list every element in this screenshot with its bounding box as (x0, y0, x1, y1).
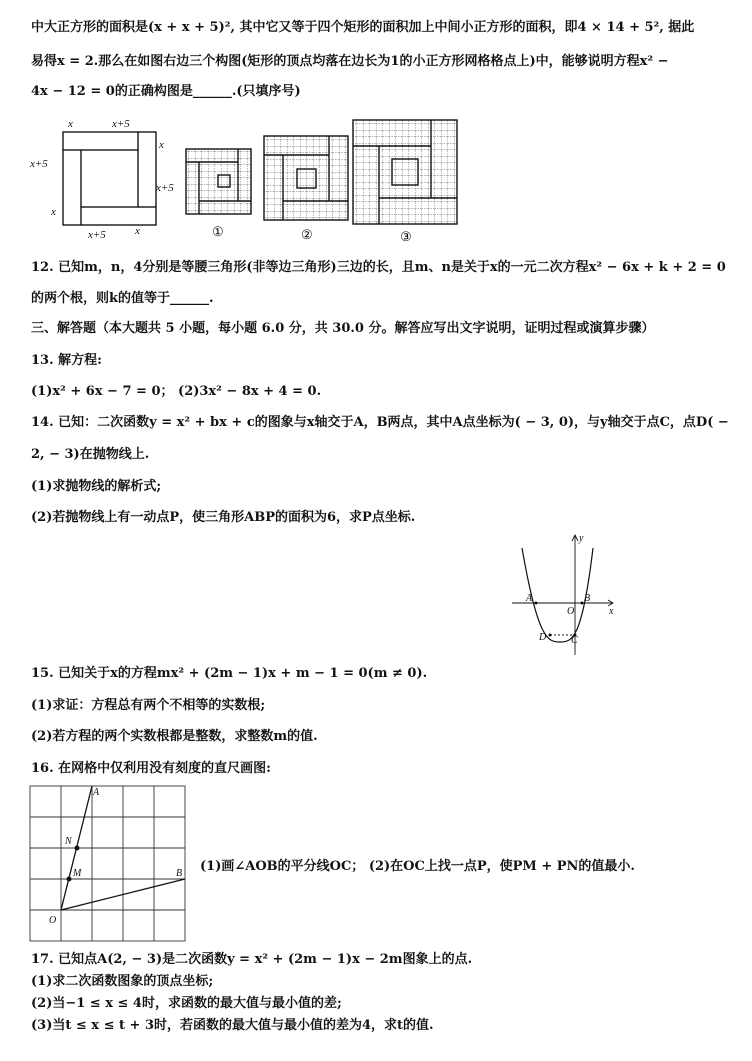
q14-line-1: 14. 已知：二次函数y = x² + bx + c的图象与x轴交于A，B两点，其中A点坐标为( − 3, 0)，与y轴交于点C，点D( − (31, 415, 729, 430)
intro-line-1: 中大正方形的面积是(x + x + 5)², 其中它又等于四个矩形的面积加上中间小正方形的面积，即4 × 14 + 5², 据此 (31, 20, 695, 35)
grid-figure-3 (350, 117, 460, 245)
label-top-x5: x+5 (112, 118, 130, 130)
parabola-C-label: C (571, 635, 578, 646)
parabola-y-label: y (579, 533, 584, 544)
q13-equations: (1)x² + 6x − 7 = 0； (2)3x² − 8x + 4 = 0. (31, 384, 322, 399)
q14-part-1: (1)求抛物线的解析式; (31, 479, 162, 494)
q16-A-label: A (93, 787, 100, 798)
q14-part-2: (2)若抛物线上有一动点P，使三角形ABP的面积为6，求P点坐标. (31, 510, 416, 525)
label-left-x: x (51, 206, 56, 218)
q17-part-3: (3)当t ≤ x ≤ t + 3时，若函数的最大值与最小值的差为4，求t的值. (31, 1018, 434, 1033)
q12-line-2: 的两个根，则k的值等于______. (31, 291, 214, 306)
q16-B-label: B (176, 868, 183, 879)
grid-figure-2 (261, 133, 353, 243)
grid-figure-1 (182, 145, 262, 243)
grid-label-1: ① (212, 224, 224, 239)
parabola-O-label: O (567, 606, 575, 617)
section-3-heading: 三、解答题（本大题共 5 小题，每小题 6.0 分，共 30.0 分。解答应写出文字说明，证明过程或演算步骤） (31, 321, 655, 336)
intro-line-3: 4x − 12 = 0的正确构图是______.(只填序号) (31, 84, 301, 99)
q12-line-1: 12. 已知m，n，4分别是等腰三角形(非等边三角形)三边的长，且m、n是关于x的一元二次方程x² − 6x + k + 2 = 0 (31, 260, 726, 275)
q17-line-1: 17. 已知点A(2, − 3)是二次函数y = x² + (2m − 1)x − 2m图象上的点. (31, 952, 473, 967)
q16-M-label: M (73, 868, 82, 879)
q17-part-2: (2)当−1 ≤ x ≤ 4时，求函数的最大值与最小值的差; (31, 996, 342, 1011)
parabola-x-label: x (609, 606, 614, 617)
q14-line-2: 2, − 3)在抛物线上. (31, 447, 150, 462)
grid-label-2: ② (301, 227, 313, 242)
parabola-D-label: D (539, 632, 547, 643)
q16-parts: (1)画∠AOB的平分线OC； (2)在OC上找一点P，使PM + PN的值最小. (200, 859, 635, 874)
q16-grid-figure (27, 783, 192, 948)
q15-part-2: (2)若方程的两个实数根都是整数，求整数m的值. (31, 729, 318, 744)
parabola-B-label: B (584, 593, 591, 604)
parabola-figure (508, 530, 620, 660)
label-top-x: x (68, 118, 73, 130)
q17-part-1: (1)求二次函数图象的顶点坐标; (31, 974, 214, 989)
label-left-x5: x+5 (30, 158, 48, 170)
q13-title: 13. 解方程: (31, 353, 102, 368)
label-right-x5: x+5 (156, 182, 174, 194)
parabola-A-label: A (526, 593, 533, 604)
label-right-x: x (159, 139, 164, 151)
square-figure (28, 112, 188, 244)
grid-label-3: ③ (400, 229, 412, 244)
q16-N-label: N (65, 836, 72, 847)
q15-part-1: (1)求证：方程总有两个不相等的实数根; (31, 698, 266, 713)
q15-line-1: 15. 已知关于x的方程mx² + (2m − 1)x + m − 1 = 0(m ≠ 0). (31, 666, 428, 681)
q16-title: 16. 在网格中仅利用没有刻度的直尺画图: (31, 761, 271, 776)
intro-line-2: 易得x = 2.那么在如图右边三个构图(矩形的顶点均落在边长为1的小正方形网格格点上)中，能够说明方程x² − (31, 54, 669, 69)
q16-O-label: O (49, 915, 57, 926)
label-bottom-x: x (135, 225, 140, 237)
label-bottom-x5: x+5 (88, 229, 106, 241)
